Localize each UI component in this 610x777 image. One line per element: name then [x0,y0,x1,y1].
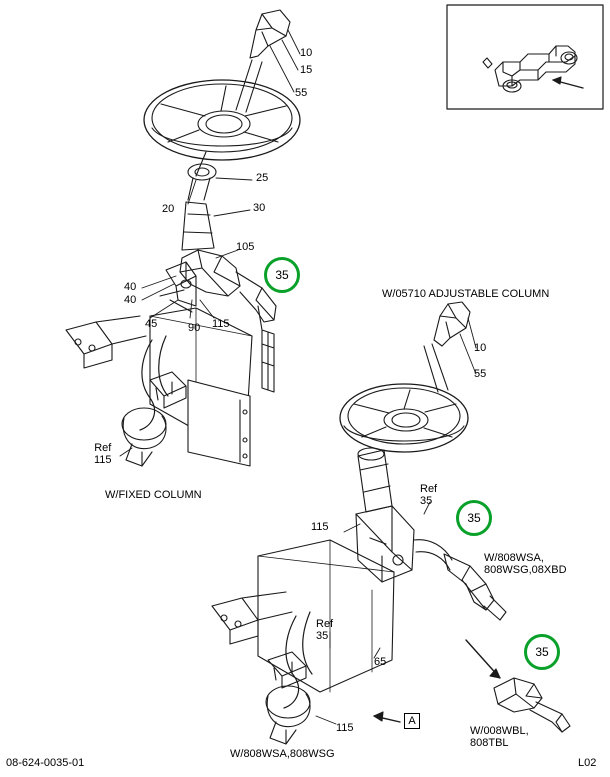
item-40-a: 40 [124,281,137,293]
item-55-lower: 55 [474,368,487,380]
callout-35-lower[interactable]: 35 [524,634,560,670]
item-15: 15 [300,64,313,76]
item-65: 65 [374,656,387,668]
item-20: 20 [162,203,175,215]
item-25: 25 [256,172,269,184]
item-115-upper: 115 [212,318,230,330]
wsa-wsg-xbd-caption: W/808WSA, 808WSG,08XBD [484,552,567,576]
adjustable-column-caption: W/05710 ADJUSTABLE COLUMN [382,288,550,300]
item-90: 90 [188,322,201,334]
ref-35-right: Ref 35 [420,483,438,507]
item-55: 55 [295,87,308,99]
ref-35-bottom: Ref 35 [316,618,334,642]
fixed-column-caption: W/FIXED COLUMN [105,489,202,501]
sheet-code: L02 [578,757,597,769]
callout-35-upper[interactable]: 35 [264,257,300,293]
wsa-wsg-caption: W/808WSA,808WSG [230,748,335,760]
item-45: 45 [145,318,158,330]
ref-115-upper: Ref 115 [94,442,112,466]
item-40-b: 40 [124,294,137,306]
callout-35-middle[interactable]: 35 [456,500,492,536]
box-ref-a: A [404,713,420,729]
item-115-bottom: 115 [336,722,354,734]
item-105: 105 [236,241,255,253]
wbl-tbl-caption: W/008WBL, 808TBL [470,725,529,749]
item-30: 30 [253,202,266,214]
item-10: 10 [300,47,313,59]
item-115-left: 115 [311,521,329,533]
drawing-part-number: 08-624-0035-01 [6,757,85,769]
item-10-lower: 10 [474,342,487,354]
